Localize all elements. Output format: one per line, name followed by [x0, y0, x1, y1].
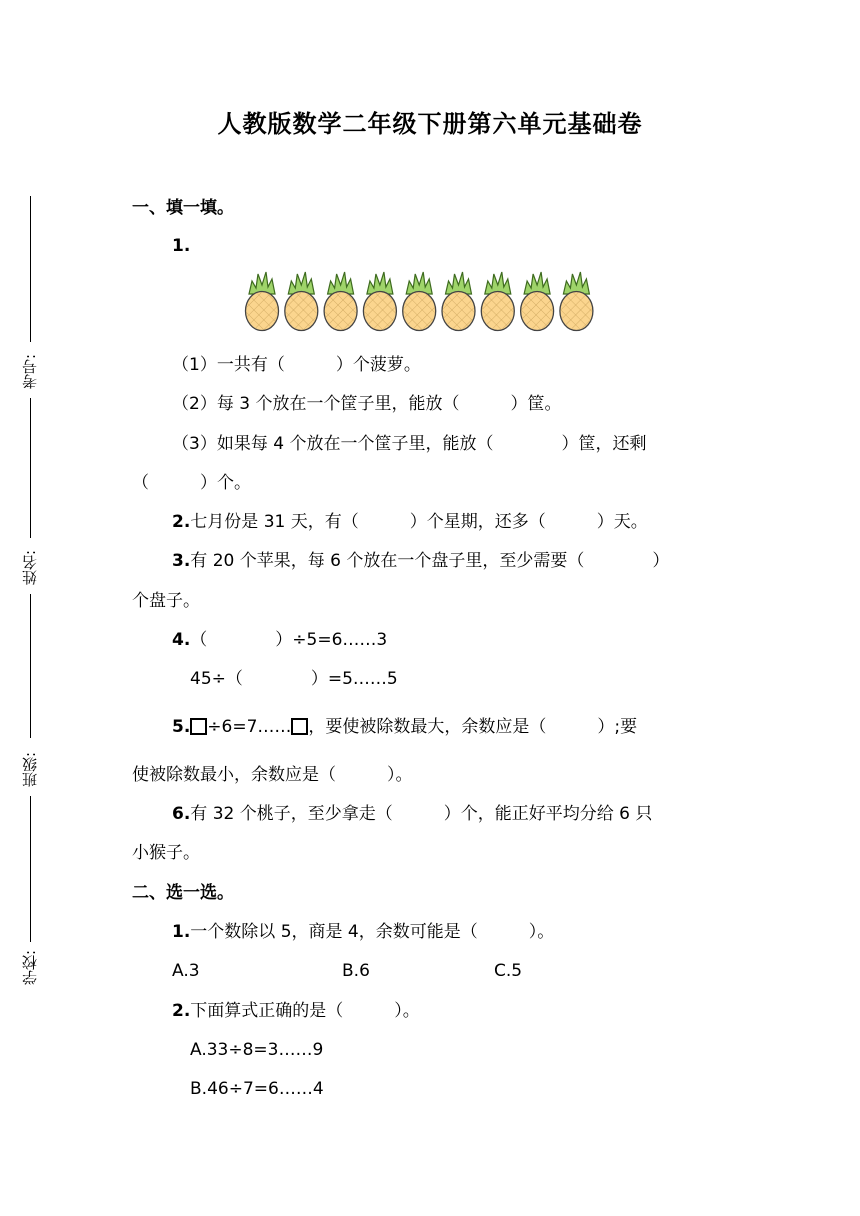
pineapple-icon [481, 272, 514, 331]
class-label: 班级: [21, 751, 39, 787]
binding-margin [0, 190, 60, 1010]
question-text: ，要使被除数最大，余数应是（ ）;要 [308, 717, 638, 737]
question-text: 下面算式正确的是（ ）。 [190, 1001, 420, 1021]
question-4 [172, 627, 387, 653]
pineapple-icon [403, 272, 436, 331]
question-number: 5. [172, 717, 191, 737]
section-heading: 二、选一选。 [132, 883, 234, 903]
pineapple-icon [246, 272, 279, 331]
page-title: 人教版数学二年级下册第六单元基础卷 [217, 110, 643, 138]
option-a: A.3 [172, 961, 200, 981]
name-label: 姓名: [21, 549, 39, 585]
equation: （ ）÷5=6……3 [190, 630, 388, 650]
option-b: B.46÷7=6……4 [190, 1079, 324, 1099]
equation: ÷6=7…… [207, 717, 292, 737]
question-text: 有 20 个苹果，每 6 个放在一个盘子里，至少需要（ ） [190, 551, 670, 571]
question-number: 1. [172, 236, 191, 256]
answer-box [291, 718, 308, 735]
option-b: B.6 [342, 961, 370, 981]
q1-part1: （1）一共有（ ）个菠萝。 [172, 355, 421, 375]
question-text: 有 32 个桃子，至少拿走（ ）个，能正好平均分给 6 只 [190, 804, 653, 824]
question-number: 4. [172, 630, 191, 650]
option-c: C.5 [494, 961, 523, 981]
pineapple-illustration [244, 270, 596, 332]
exam-number-label: 考号: [21, 353, 39, 389]
pineapple-icon [442, 272, 475, 331]
pineapple-icon [363, 272, 396, 331]
q5-continued: 使被除数最小，余数应是（ ）。 [132, 765, 413, 785]
question-number: 6. [172, 804, 191, 824]
choice-question-1 [172, 919, 554, 945]
pineapple-icon [324, 272, 357, 331]
pineapple-icon [285, 272, 318, 331]
margin-line [30, 594, 31, 738]
question-2 [172, 509, 648, 535]
question-number: 2. [172, 512, 191, 532]
section-heading: 一、填一填。 [132, 198, 234, 218]
pineapple-icon [560, 272, 593, 331]
q3-continued: 个盘子。 [132, 591, 200, 611]
answer-box [190, 718, 207, 735]
pineapple-icon [521, 272, 554, 331]
q1-part3-continued: （ ）个。 [132, 473, 251, 493]
question-number: 2. [172, 1001, 191, 1021]
question-text: 一个数除以 5，商是 4，余数可能是（ ）。 [190, 922, 555, 942]
question-5 [172, 714, 637, 740]
option-a: A.33÷8=3……9 [190, 1040, 324, 1060]
choice-question-2 [172, 998, 420, 1024]
question-text: 七月份是 31 天，有（ ）个星期，还多（ ）天。 [190, 512, 648, 532]
question-number: 1. [172, 922, 191, 942]
question-3 [172, 548, 669, 574]
margin-line [30, 398, 31, 538]
school-label: 学校: [21, 949, 39, 985]
question-number: 3. [172, 551, 191, 571]
q6-continued: 小猴子。 [132, 843, 200, 863]
question-6 [172, 801, 652, 827]
q1-part2: （2）每 3 个放在一个筐子里，能放（ ）筐。 [172, 394, 562, 414]
margin-line [30, 196, 31, 342]
margin-line [30, 796, 31, 942]
q4-equation-2: 45÷（ ）=5……5 [190, 669, 398, 689]
q1-part3: （3）如果每 4 个放在一个筐子里，能放（ ）筐，还剩 [172, 434, 647, 454]
